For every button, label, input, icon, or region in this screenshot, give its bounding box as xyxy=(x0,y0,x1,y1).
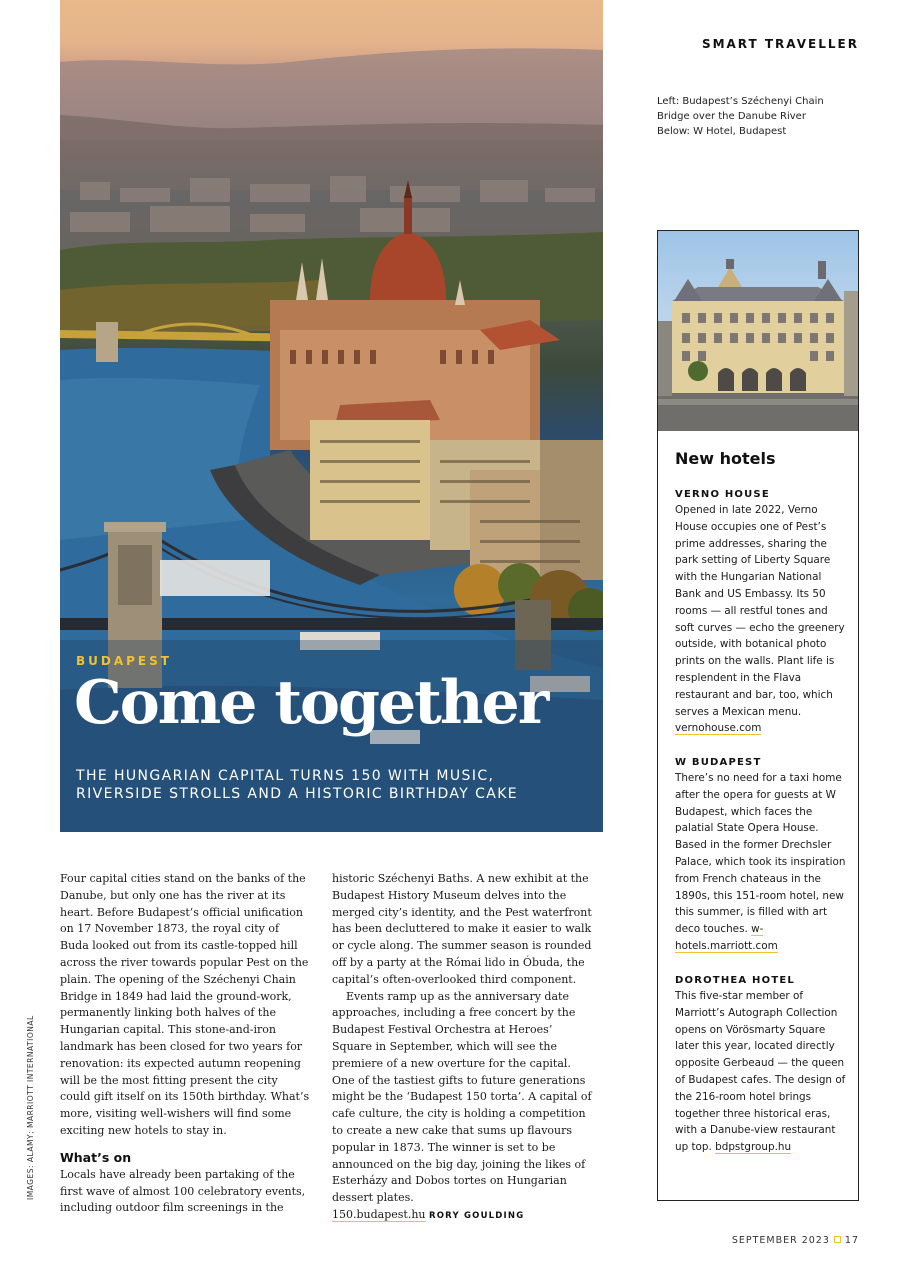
article-paragraph: Events ramp up as the anniversary date approaches, including a free concert by the Budapest Festival Orchestra at Heroes’ Square in September, which will see the premiere of a new overture for the capital. One of the tastiest gifts to future generations might be the ‘Budapest 150 torta’. A capital of cafe culture, the city is holding a competition to create a new cake that sums up flavours popular in 1873. The winner is set to be announced on the big day, joining the likes of Esterházy and Dobos tortes on Hungarian dessert plates. xyxy=(332,989,592,1205)
caption-line-below: Below: W Hotel, Budapest xyxy=(657,126,787,137)
image-credit: IMAGES: ALAMY; MARRIOTT INTERNATIONAL xyxy=(26,1015,35,1200)
hotel-name: DOROTHEA HOTEL xyxy=(675,975,795,986)
article-paragraph: Locals have already been partaking of the first wave of almost 100 celebratory events, including outdoor film screenings in the xyxy=(60,1167,306,1215)
section-label: SMART TRAVELLER xyxy=(701,37,859,51)
hotel-link[interactable]: w-hotels.marriott.com xyxy=(675,923,778,952)
photo-caption xyxy=(657,94,857,139)
hotel-entry-verno xyxy=(675,487,847,737)
hotel-entry-dorothea xyxy=(675,973,847,1156)
hero-standfirst: THE HUNGARIAN CAPITAL TURNS 150 WITH MUSIC, RIVERSIDE STROLLS AND A HISTORIC BIRTHDAY CAKE xyxy=(76,768,519,802)
byline: RORY GOULDING xyxy=(429,1210,525,1221)
hotel-link[interactable]: bdpstgroup.hu xyxy=(715,1141,792,1154)
subhead-whats-on: What’s on xyxy=(60,1149,132,1165)
article-signoff xyxy=(332,1207,594,1225)
page-number: 17 xyxy=(844,1235,859,1246)
sidebar-title: New hotels xyxy=(675,449,776,468)
w-hotel-photo xyxy=(658,231,858,431)
article-paragraph: Four capital cities stand on the banks of the Danube, but only one has the river at its heart. Before Budapest’s official unification on 17 November 1873, the royal city of Buda looked out from its castle-topped hill across the river towards popular Pest on the plain. The opening of the Széchenyi Chain Bridge in 1849 had laid the ground-work, permanently linking both halves of the Hungarian capital. This stone-and-iron landmark has been closed for two years for renovation: its expected autumn reopening will be the most fitting present the city could gift itself on its 150th birthday. What’s more, visiting well-wishers will find some exciting new hotels to stay in. xyxy=(60,872,310,1137)
new-hotels-sidebar xyxy=(657,230,859,1201)
hero-kicker: BUDAPEST xyxy=(76,654,172,668)
page-folio xyxy=(732,1235,859,1246)
hotel-description: This five-star member of Marriott’s Autograph Collection opens on Vörösmarty Square later this year, located directly opposite Gerbeaud — the queen of Budapest cafes. The design of the 216-room hotel brings together three historical eras, with a Danube-view restaurant up top. bdpstgroup.hu xyxy=(675,990,846,1154)
folio-month: SEPTEMBER 2023 xyxy=(731,1235,830,1246)
article-paragraph: historic Széchenyi Baths. A new exhibit at the Budapest History Museum delves into the merged city’s identity, and the Pest waterfront has been decluttered to make it easier to walk or cycle along. The summer season is rounded off by a party at the Római lido in Óbuda, the capital’s often-overlooked third component. xyxy=(332,872,592,986)
hero-photo xyxy=(60,0,603,832)
hotel-link[interactable]: vernohouse.com xyxy=(675,722,762,735)
hotel-name: VERNO HOUSE xyxy=(675,489,770,500)
article-column-left xyxy=(60,871,310,1217)
folio-square-icon xyxy=(834,1236,841,1243)
article-column-middle xyxy=(332,871,594,1225)
hero-headline: Come together xyxy=(74,668,548,738)
hotel-name: W BUDAPEST xyxy=(675,757,762,768)
hotel-entry-w-budapest xyxy=(675,755,847,955)
hotel-description: Opened in late 2022, Verno House occupies one of Pest’s prime addresses, sharing the park setting of Liberty Square with the Hungarian National Bank and US Embassy. Its 50 rooms — all restful tones and soft curves — echo the greenery outside, with botanical photo prints on the walls. Plant life is resplendent in the Flava restaurant and bar, too, which serves a Mexican menu. vernohouse.com xyxy=(675,504,845,735)
w-hotel-building-image xyxy=(658,231,858,431)
article-link[interactable]: 150.budapest.hu xyxy=(332,1207,426,1221)
caption-line-left: Left: Budapest’s Széchenyi Chain Bridge over the Danube River xyxy=(657,96,824,122)
hotel-description: There’s no need for a taxi home after the opera for guests at W Budapest, which faces the palatial State Opera House. Based in the former Drechsler Palace, which took its inspiration from French chateaus in the 1890s, this 151-room hotel, new this summer, is filled with art deco touches. w-hotels.marriott.com xyxy=(675,772,846,952)
